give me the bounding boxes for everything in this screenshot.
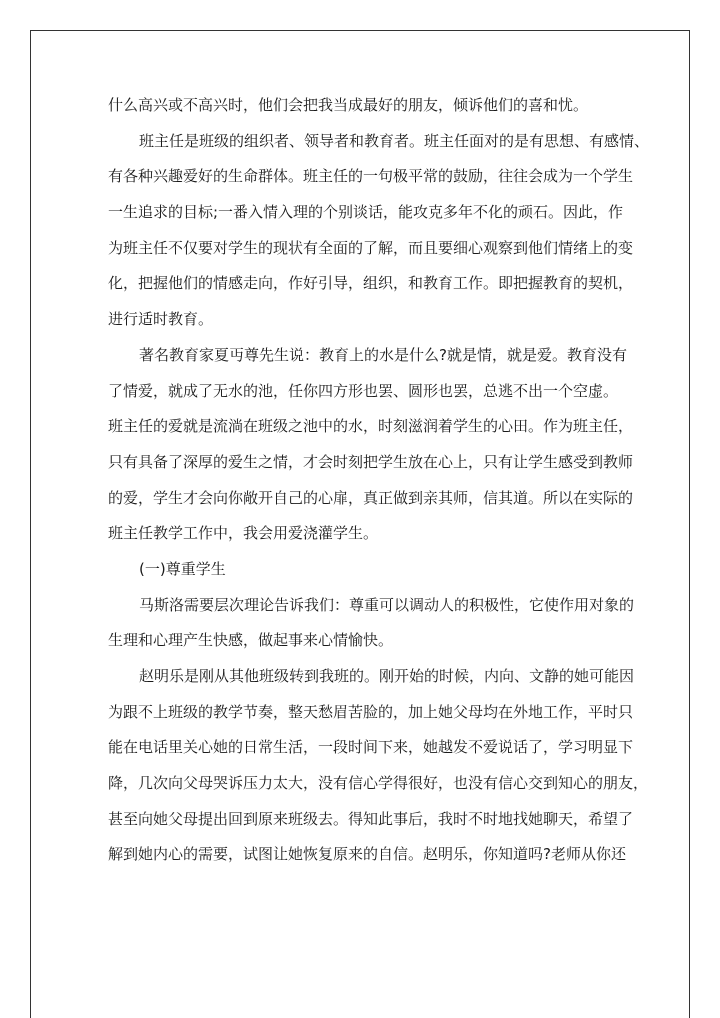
text-line: 班主任的爱就是流淌在班级之池中的水，时刻滋润着学生的心田。作为班主任，: [108, 417, 634, 436]
text-line: 有各种兴趣爱好的生命群体。班主任的一句极平常的鼓励，往往会成为一个学生: [108, 167, 634, 186]
text-line: 为跟不上班级的教学节奏，整天愁眉苦脸的，加上她父母均在外地工作，平时只: [108, 702, 634, 721]
text-line: 什么高兴或不高兴时，他们会把我当成最好的朋友，倾诉他们的喜和忧。: [108, 96, 589, 114]
text-line: 马斯洛需要层次理论告诉我们：尊重可以调动人的积极性，它使作用对象的: [139, 595, 635, 614]
text-line: 解到她内心的需要，试图让她恢复原来的自信。赵明乐，你知道吗?老师从你还: [108, 845, 626, 864]
text-line: 降，几次向父母哭诉压力太大，没有信心学得很好，也没有信心交到知心的朋友，: [108, 774, 649, 793]
document-body: [108, 88, 650, 873]
text-line: 了情爱，就成了无水的池，任你四方形也罢、圆形也罢，总逃不出一个空虚。: [108, 381, 619, 400]
text-line: 化，把握他们的情感走向，作好引导，组织，和教育工作。即把握教育的契机，: [108, 274, 634, 293]
text-line: 只有具备了深厚的爱生之情，才会时刻把学生放在心上，只有让学生感受到教师: [108, 452, 634, 471]
text-line: 为班主任不仅要对学生的现状有全面的了解，而且要细心观察到他们情绪上的变: [108, 238, 634, 257]
text-line: 班主任教学工作中，我会用爱浇灌学生。: [108, 524, 379, 543]
text-line: 进行适时教育。: [108, 310, 214, 329]
text-line: 赵明乐是刚从其他班级转到我班的。刚开始的时候，内向、文静的她可能因: [139, 667, 635, 685]
text-line: 生理和心理产生快感，做起事来心情愉快。: [108, 631, 394, 650]
text-line: 一生追求的目标;一番入情入理的个别谈话，能攻克多年不化的顽石。因此，作: [108, 203, 624, 222]
text-line: 甚至向她父母提出回到原来班级去。得知此事后，我时不时地找她聊天，希望了: [108, 809, 634, 828]
text-line: 著名教育家夏丏尊先生说：教育上的水是什么?就是情，就是爱。教育没有: [139, 345, 627, 364]
text-line: 能在电话里关心她的日常生活，一段时间下来，她越发不爱说话了，学习明显下: [108, 738, 634, 757]
text-line: 班主任是班级的组织者、领导者和教育者。班主任面对的是有思想、有感情、: [139, 131, 650, 150]
text-line: 的爱，学生才会向你敞开自己的心扉，真正做到亲其师，信其道。所以在实际的: [108, 488, 634, 507]
section-heading: (一)尊重学生: [139, 559, 226, 578]
